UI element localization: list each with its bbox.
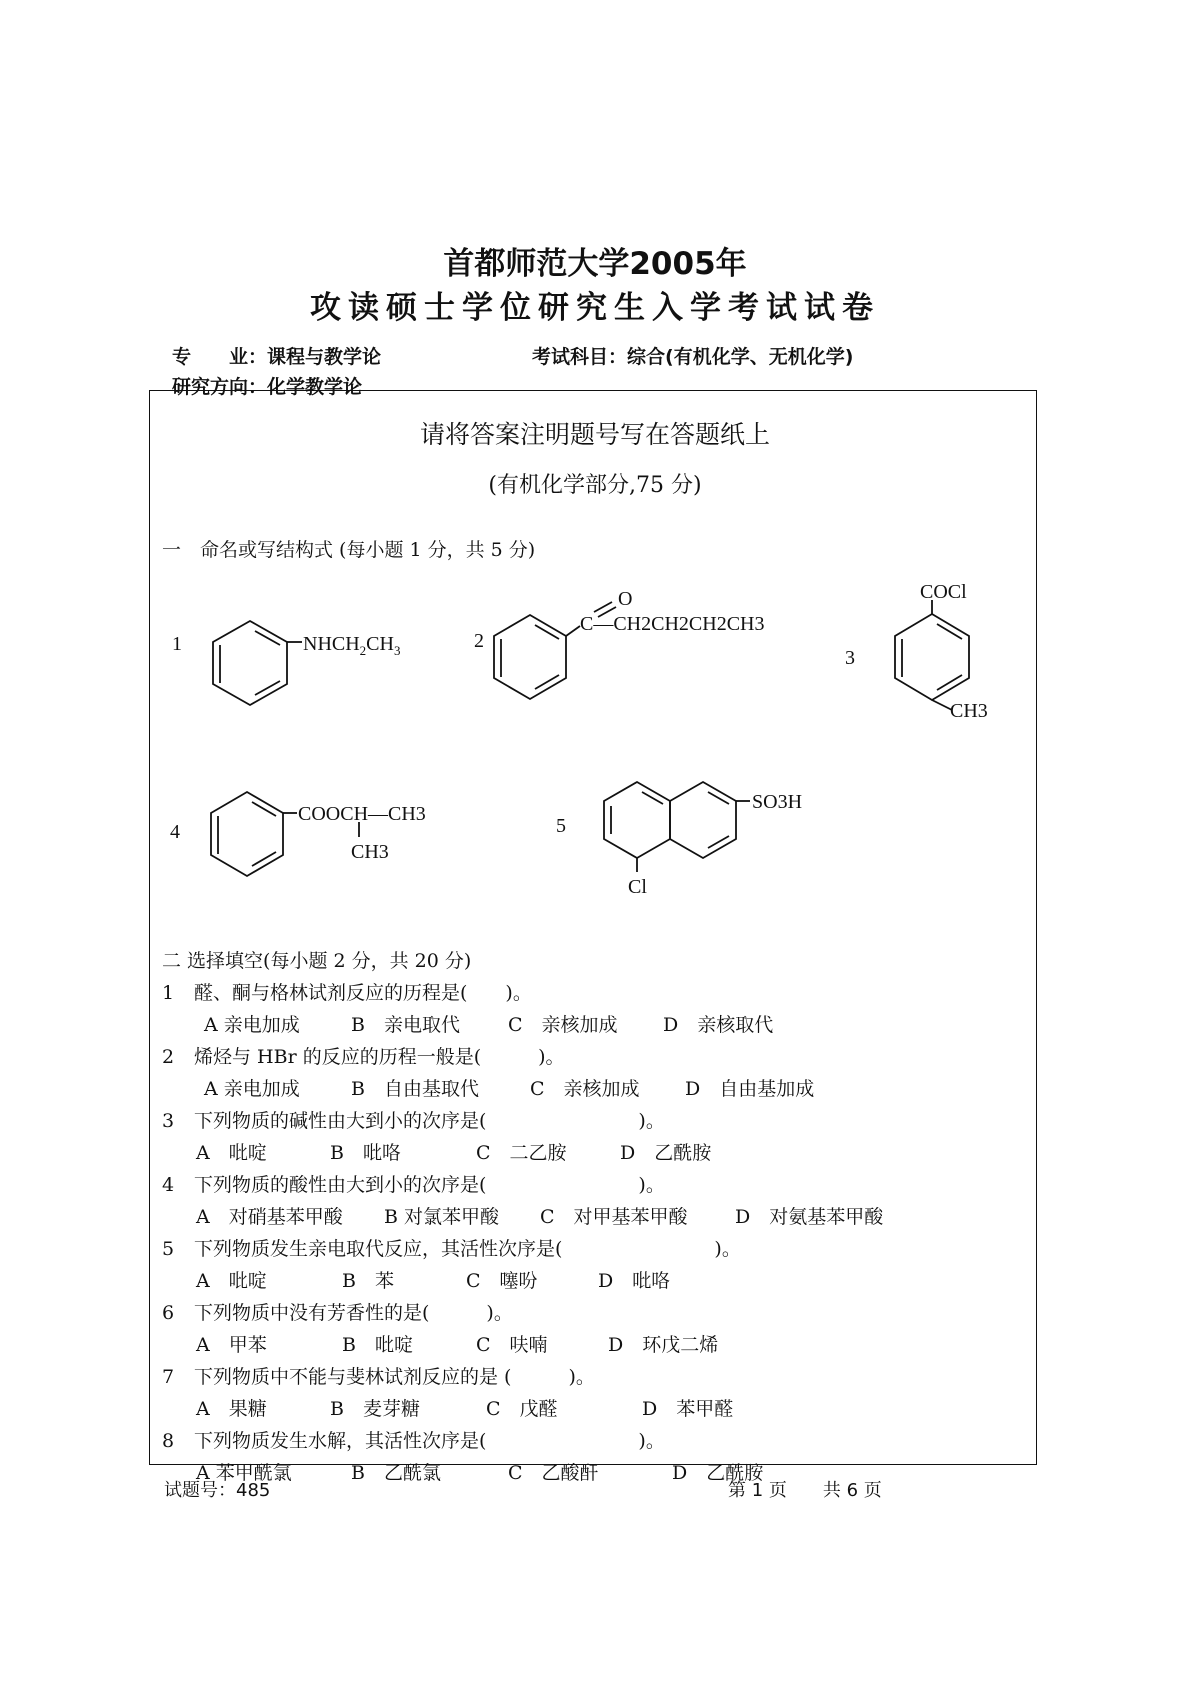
item2-chain: C—CH2CH2CH2CH3 [580,613,765,635]
option-c: C 呋喃 [476,1334,548,1356]
option-a: A 果糖 [196,1398,267,1420]
exam-code: 试题号：485 [164,1480,271,1501]
option-a: A 苯甲酰氯 [196,1462,292,1484]
question-number: 6 [162,1302,175,1324]
option-b: B 麦芽糖 [330,1398,420,1420]
question-row [162,1298,513,1325]
question-row [162,1234,741,1261]
option-b: B 对氯苯甲酸 [384,1206,500,1228]
item1-formula: $NHCH_2CH_3$ [303,633,401,658]
question-text: 烯烃与 HBr 的反应的历程一般是( )。 [194,1046,565,1068]
item1-number: 1 [172,633,182,655]
item5-number: 5 [556,815,566,837]
question-row [162,1106,665,1133]
option-a: A 亲电加成 [204,1014,300,1036]
structure-3 [895,600,969,710]
option-d: D 亲核取代 [663,1014,774,1036]
question-number: 7 [162,1366,175,1388]
major-label: 专 业： [172,346,268,368]
question-row [162,1170,665,1197]
item5-group: SO3H [752,791,803,813]
subject-label: 考试科目： [532,346,628,368]
item4-number: 4 [170,821,180,843]
instruction-text: 请将答案注明题号写在答题纸上 [419,420,770,449]
option-c: C 乙酸酐 [508,1462,599,1484]
question-row [162,978,532,1005]
option-a: A 吡啶 [196,1142,267,1164]
section1-title: 一 命名或写结构式 (每小题 1 分，共 5 分) [162,539,536,561]
option-d: D 乙酰胺 [672,1462,764,1484]
question-row [162,1362,595,1389]
item3-bottom-group: CH3 [950,700,988,722]
option-c: C 对甲基苯甲酸 [540,1206,688,1228]
question-text: 下列物质的酸性由大到小的次序是( )。 [194,1174,665,1196]
option-c: C 噻吩 [466,1270,538,1292]
question-number: 5 [162,1238,175,1260]
question-number: 8 [162,1430,175,1452]
item2-carbonyl-o: O [618,588,633,610]
option-b: B 自由基取代 [351,1078,479,1100]
question-row [162,1426,665,1453]
option-b: B 乙酰氯 [351,1462,441,1484]
option-a: A 吡啶 [196,1270,267,1292]
question-row [162,1042,565,1069]
question-number: 4 [162,1174,175,1196]
page-indicator: 第 1 页 共 6 页 [728,1480,882,1501]
question-text: 下列物质发生亲电取代反应，其活性次序是( )。 [194,1238,741,1260]
option-b: B 吡啶 [342,1334,413,1356]
direction-label: 研究方向： [172,376,268,398]
item4-branch: CH3 [351,841,389,863]
option-b: B 亲电取代 [351,1014,460,1036]
option-d: D 环戊二烯 [608,1334,719,1356]
option-b: B 苯 [342,1270,394,1292]
option-c: C 二乙胺 [476,1142,567,1164]
question-text: 醛、酮与格林试剂反应的历程是( )。 [194,982,532,1004]
item3-top-group: COCl [920,581,967,603]
question-number: 3 [162,1110,175,1132]
item2-number: 2 [474,630,484,652]
question-number: 2 [162,1046,175,1068]
item4-main-chain: COOCH—CH3 [298,803,426,825]
item5-substituent: Cl [628,876,647,898]
structure-1 [213,621,302,705]
direction-value: 化学教学论 [267,376,363,398]
option-c: C 亲核加成 [508,1014,618,1036]
option-b: B 吡咯 [330,1142,401,1164]
section2-title: 二 选择填空(每小题 2 分，共 20 分) [162,950,472,972]
option-c: C 亲核加成 [530,1078,640,1100]
question-text: 下列物质的碱性由大到小的次序是( )。 [194,1110,665,1132]
exam-title-line1: 首都师范大学2005年 [443,246,747,282]
item3-number: 3 [845,647,855,669]
option-d: D 自由基加成 [685,1078,815,1100]
option-a: A 甲苯 [196,1334,267,1356]
major-value: 课程与教学论 [267,346,382,368]
part-title: (有机化学部分,75 分) [488,473,702,498]
structure-5 [604,782,750,872]
option-c: C 戊醛 [486,1398,558,1420]
option-d: D 对氨基苯甲酸 [735,1206,884,1228]
question-number: 1 [162,982,175,1004]
option-a: A 对硝基苯甲酸 [196,1206,343,1228]
option-a: A 亲电加成 [204,1078,300,1100]
question-text: 下列物质中没有芳香性的是( )。 [194,1302,513,1324]
exam-title-line2: 攻读硕士学位研究生入学考试试卷 [310,290,880,326]
question-text: 下列物质中不能与斐林试剂反应的是 ( )。 [194,1366,595,1388]
option-d: D 苯甲醛 [642,1398,734,1420]
option-d: D 乙酰胺 [620,1142,712,1164]
question-text: 下列物质发生水解，其活性次序是( )。 [194,1430,665,1452]
subject-value: 综合(有机化学、无机化学) [627,346,854,368]
option-d: D 吡咯 [598,1270,671,1292]
